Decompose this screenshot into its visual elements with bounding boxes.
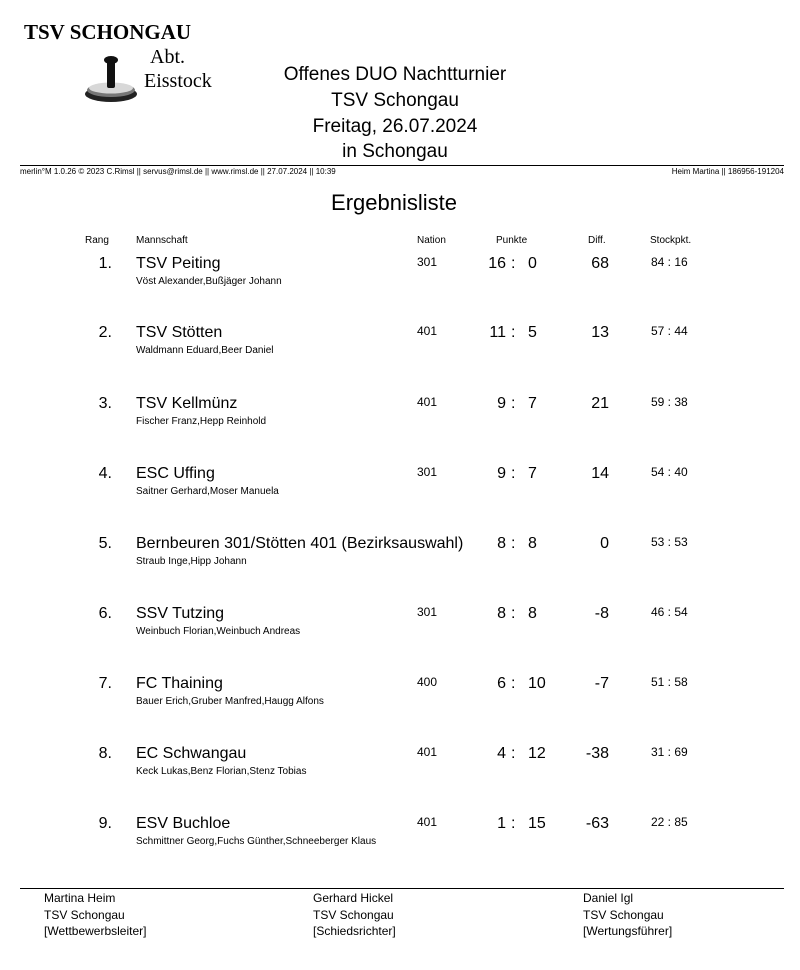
- stock-points: 53 : 53: [651, 535, 688, 549]
- stock-points: 84 : 16: [651, 255, 688, 269]
- points-lost: 12: [528, 745, 546, 762]
- team-name: TSV Stötten: [136, 324, 223, 341]
- column-header-rank: Rang: [85, 235, 109, 246]
- points-lost: 10: [528, 675, 546, 692]
- points-won: 16: [488, 255, 506, 272]
- points-separator: :: [511, 465, 516, 482]
- stock-points: 46 : 54: [651, 605, 688, 619]
- diff: 68: [591, 255, 609, 272]
- nation: 301: [417, 255, 438, 269]
- result-row: [0, 465, 800, 535]
- points-won: 11: [489, 324, 506, 341]
- rank: 4.: [98, 465, 112, 482]
- diff: -8: [594, 605, 609, 622]
- diff: 0: [600, 535, 609, 552]
- result-row: [0, 535, 800, 605]
- header-divider: [20, 165, 784, 166]
- result-row: [0, 324, 800, 394]
- points-lost: 7: [528, 465, 537, 482]
- points-separator: :: [511, 255, 516, 272]
- rank: 1.: [98, 255, 112, 272]
- signature-name: Daniel Igl: [583, 891, 634, 905]
- rank: 3.: [98, 395, 112, 412]
- team-members: Schmittner Georg,Fuchs Günther,Schneeberger Klaus: [136, 836, 377, 847]
- rank: 6.: [98, 605, 112, 622]
- signature-club: TSV Schongau: [44, 907, 125, 922]
- team-members: Saitner Gerhard,Moser Manuela: [136, 486, 279, 497]
- diff: -63: [585, 815, 609, 832]
- team-members: Fischer Franz,Hepp Reinhold: [136, 416, 267, 427]
- division-abt: Abt.: [150, 46, 185, 68]
- diff: 14: [591, 465, 609, 482]
- result-row: [0, 255, 800, 325]
- points-won: 8: [497, 535, 506, 552]
- tournament-date: Freitag, 26.07.2024: [312, 116, 478, 137]
- team-name: ESV Buchloe: [136, 815, 231, 832]
- stock-points: 57 : 44: [651, 324, 688, 338]
- eisstock-logo-icon: [78, 52, 148, 108]
- points-won: 8: [497, 605, 506, 622]
- tournament-title: Offenes DUO Nachtturnier: [283, 64, 507, 85]
- signature-club: TSV Schongau: [583, 907, 664, 922]
- page-title: Ergebnisliste: [331, 190, 457, 215]
- diff: -38: [585, 745, 609, 762]
- rank: 7.: [98, 675, 112, 692]
- result-row: [0, 675, 800, 745]
- diff: 13: [591, 324, 609, 341]
- column-header-nation: Nation: [417, 235, 446, 246]
- signature-block: [44, 890, 147, 940]
- stock-points: 54 : 40: [651, 465, 688, 479]
- tournament-location: in Schongau: [342, 141, 448, 162]
- signature-club: TSV Schongau: [313, 907, 394, 922]
- stock-points: 31 : 69: [651, 745, 688, 759]
- diff: 21: [591, 395, 609, 412]
- result-row: [0, 605, 800, 675]
- points-lost: 0: [528, 255, 537, 272]
- result-row: [0, 395, 800, 465]
- team-members: Vöst Alexander,Bußjäger Johann: [136, 276, 282, 287]
- points-separator: :: [511, 324, 516, 341]
- team-name: Bernbeuren 301/Stötten 401 (Bezirksauswahl): [136, 535, 464, 552]
- points-won: 1: [497, 815, 506, 832]
- team-name: SSV Tutzing: [136, 605, 225, 622]
- signature-block: [583, 890, 672, 940]
- stock-points: 51 : 58: [651, 675, 688, 689]
- club-name: TSV SCHONGAU: [24, 20, 192, 44]
- nation: 400: [417, 675, 438, 689]
- rank: 5.: [98, 535, 112, 552]
- column-header-team: Mannschaft: [136, 235, 188, 246]
- points-separator: :: [511, 535, 516, 552]
- team-name: ESC Uffing: [136, 465, 215, 482]
- points-separator: :: [511, 605, 516, 622]
- points-separator: :: [511, 745, 516, 762]
- nation: 401: [417, 395, 438, 409]
- points-lost: 15: [528, 815, 546, 832]
- result-row: [0, 745, 800, 815]
- signature-role: [Schiedsrichter]: [313, 924, 396, 938]
- nation: 401: [417, 815, 438, 829]
- points-lost: 8: [528, 535, 537, 552]
- user-meta: Heim Martina || 186956-191204: [671, 167, 784, 176]
- points-lost: 8: [528, 605, 537, 622]
- footer-divider: [20, 888, 784, 889]
- team-name: TSV Peiting: [136, 255, 221, 272]
- points-lost: 5: [528, 324, 537, 341]
- signature-name: Gerhard Hickel: [313, 891, 394, 905]
- nation: 301: [417, 605, 438, 619]
- rank: 8.: [98, 745, 112, 762]
- team-name: EC Schwangau: [136, 745, 247, 762]
- tournament-host: TSV Schongau: [331, 90, 459, 111]
- nation: 401: [417, 745, 438, 759]
- points-won: 9: [497, 395, 506, 412]
- column-header-stock: Stockpkt.: [650, 235, 692, 246]
- stock-points: 59 : 38: [651, 395, 688, 409]
- division-name: Eisstock: [144, 70, 212, 92]
- nation: 301: [417, 465, 438, 479]
- team-members: Keck Lukas,Benz Florian,Stenz Tobias: [136, 766, 307, 777]
- diff: -7: [594, 675, 609, 692]
- software-meta: merlin°M 1.0.26 © 2023 C.Rimsl || servus@rimsl.de || www.rimsl.de || 27.07.2024 || 10:39: [20, 167, 336, 176]
- nation: 401: [417, 324, 438, 338]
- rank: 2.: [98, 324, 112, 341]
- team-name: FC Thaining: [136, 675, 223, 692]
- points-won: 9: [497, 465, 506, 482]
- team-members: Straub Inge,Hipp Johann: [136, 556, 247, 567]
- points-lost: 7: [528, 395, 537, 412]
- team-name: TSV Kellmünz: [136, 395, 238, 412]
- points-separator: :: [511, 675, 516, 692]
- signature-role: [Wettbewerbsleiter]: [44, 924, 147, 938]
- team-members: Bauer Erich,Gruber Manfred,Haugg Alfons: [136, 696, 324, 707]
- signature-role: [Wertungsführer]: [583, 924, 673, 938]
- signature-block: [313, 890, 396, 940]
- team-members: Waldmann Eduard,Beer Daniel: [136, 345, 274, 356]
- points-separator: :: [511, 395, 516, 412]
- points-won: 6: [497, 675, 506, 692]
- result-row: [0, 815, 800, 885]
- team-members: Weinbuch Florian,Weinbuch Andreas: [136, 626, 301, 637]
- column-header-points: Punkte: [496, 235, 528, 246]
- column-header-diff: Diff.: [588, 235, 606, 246]
- points-separator: :: [511, 815, 516, 832]
- rank: 9.: [98, 815, 112, 832]
- signature-name: Martina Heim: [44, 891, 116, 905]
- points-won: 4: [497, 745, 506, 762]
- stock-points: 22 : 85: [651, 815, 688, 829]
